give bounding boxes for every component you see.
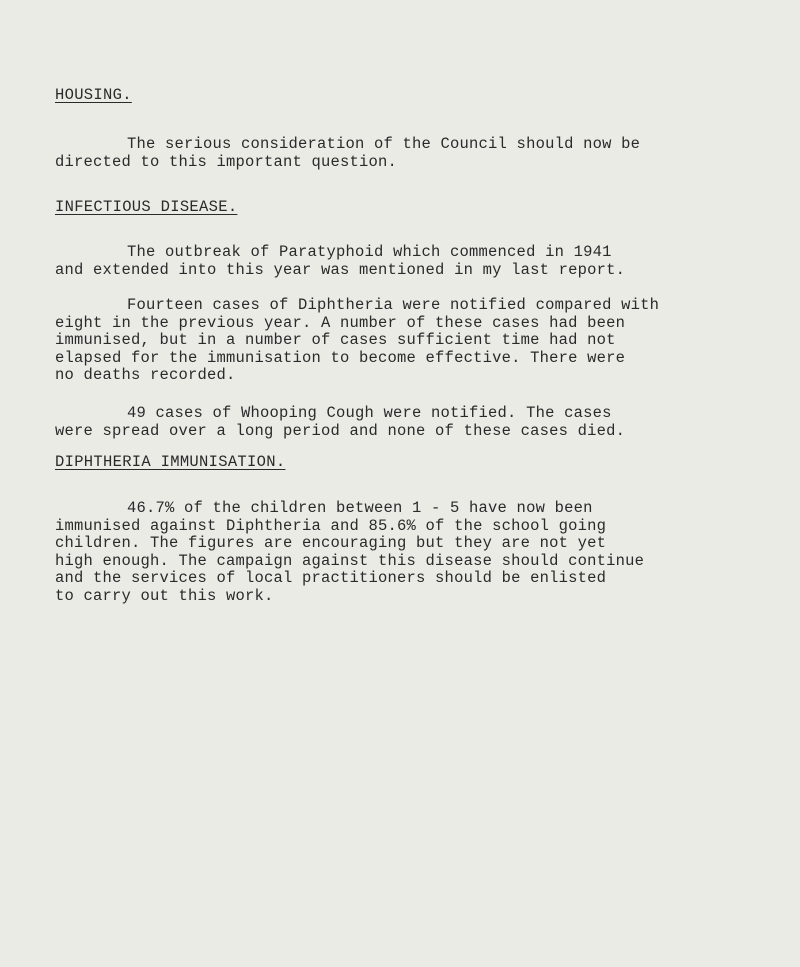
paragraph-line: elapsed for the immunisation to become effective. There were <box>55 348 626 367</box>
diphtheria-immunisation-heading: DIPHTHERIA IMMUNISATION. <box>55 453 286 471</box>
paragraph-line: and extended into this year was mentioned in my last report. <box>55 260 626 279</box>
paragraph-line: children. The figures are encouraging but they are not yet <box>55 534 607 552</box>
paragraph-line: eight in the previous year. A number of these cases had been <box>55 313 626 332</box>
paragraph-line: The serious consideration of the Council should now be <box>127 135 641 153</box>
paragraph-line: 49 cases of Whooping Cough were notified. The cases <box>127 404 612 422</box>
diphtheria-cases-paragraph <box>55 297 775 385</box>
paragraph-line: directed to this important question. <box>55 152 398 171</box>
paragraph-line: were spread over a long period and none of these cases died. <box>55 421 626 440</box>
paratyphoid-paragraph <box>55 244 775 279</box>
paragraph-line: The outbreak of Paratyphoid which commenced in 1941 <box>127 243 612 261</box>
paragraph-line: high enough. The campaign against this disease should continue <box>55 551 645 570</box>
whooping-cough-paragraph <box>55 405 775 440</box>
paragraph-line: Fourteen cases of Diphtheria were notified compared with <box>127 296 660 314</box>
housing-heading: HOUSING. <box>55 86 132 104</box>
paragraph-line: immunised against Diphtheria and 85.6% of the school going <box>55 516 607 535</box>
housing-paragraph <box>55 136 775 171</box>
immunisation-paragraph <box>55 500 775 605</box>
paragraph-line: immunised, but in a number of cases sufficient time had not <box>55 331 616 349</box>
paragraph-line: to carry out this work. <box>55 586 274 605</box>
paragraph-line: 46.7% of the children between 1 - 5 have now been <box>127 499 593 517</box>
infectious-disease-heading: INFECTIOUS DISEASE. <box>55 198 238 216</box>
paragraph-line: and the services of local practitioners should be enlisted <box>55 569 607 587</box>
paragraph-line: no deaths recorded. <box>55 366 236 384</box>
